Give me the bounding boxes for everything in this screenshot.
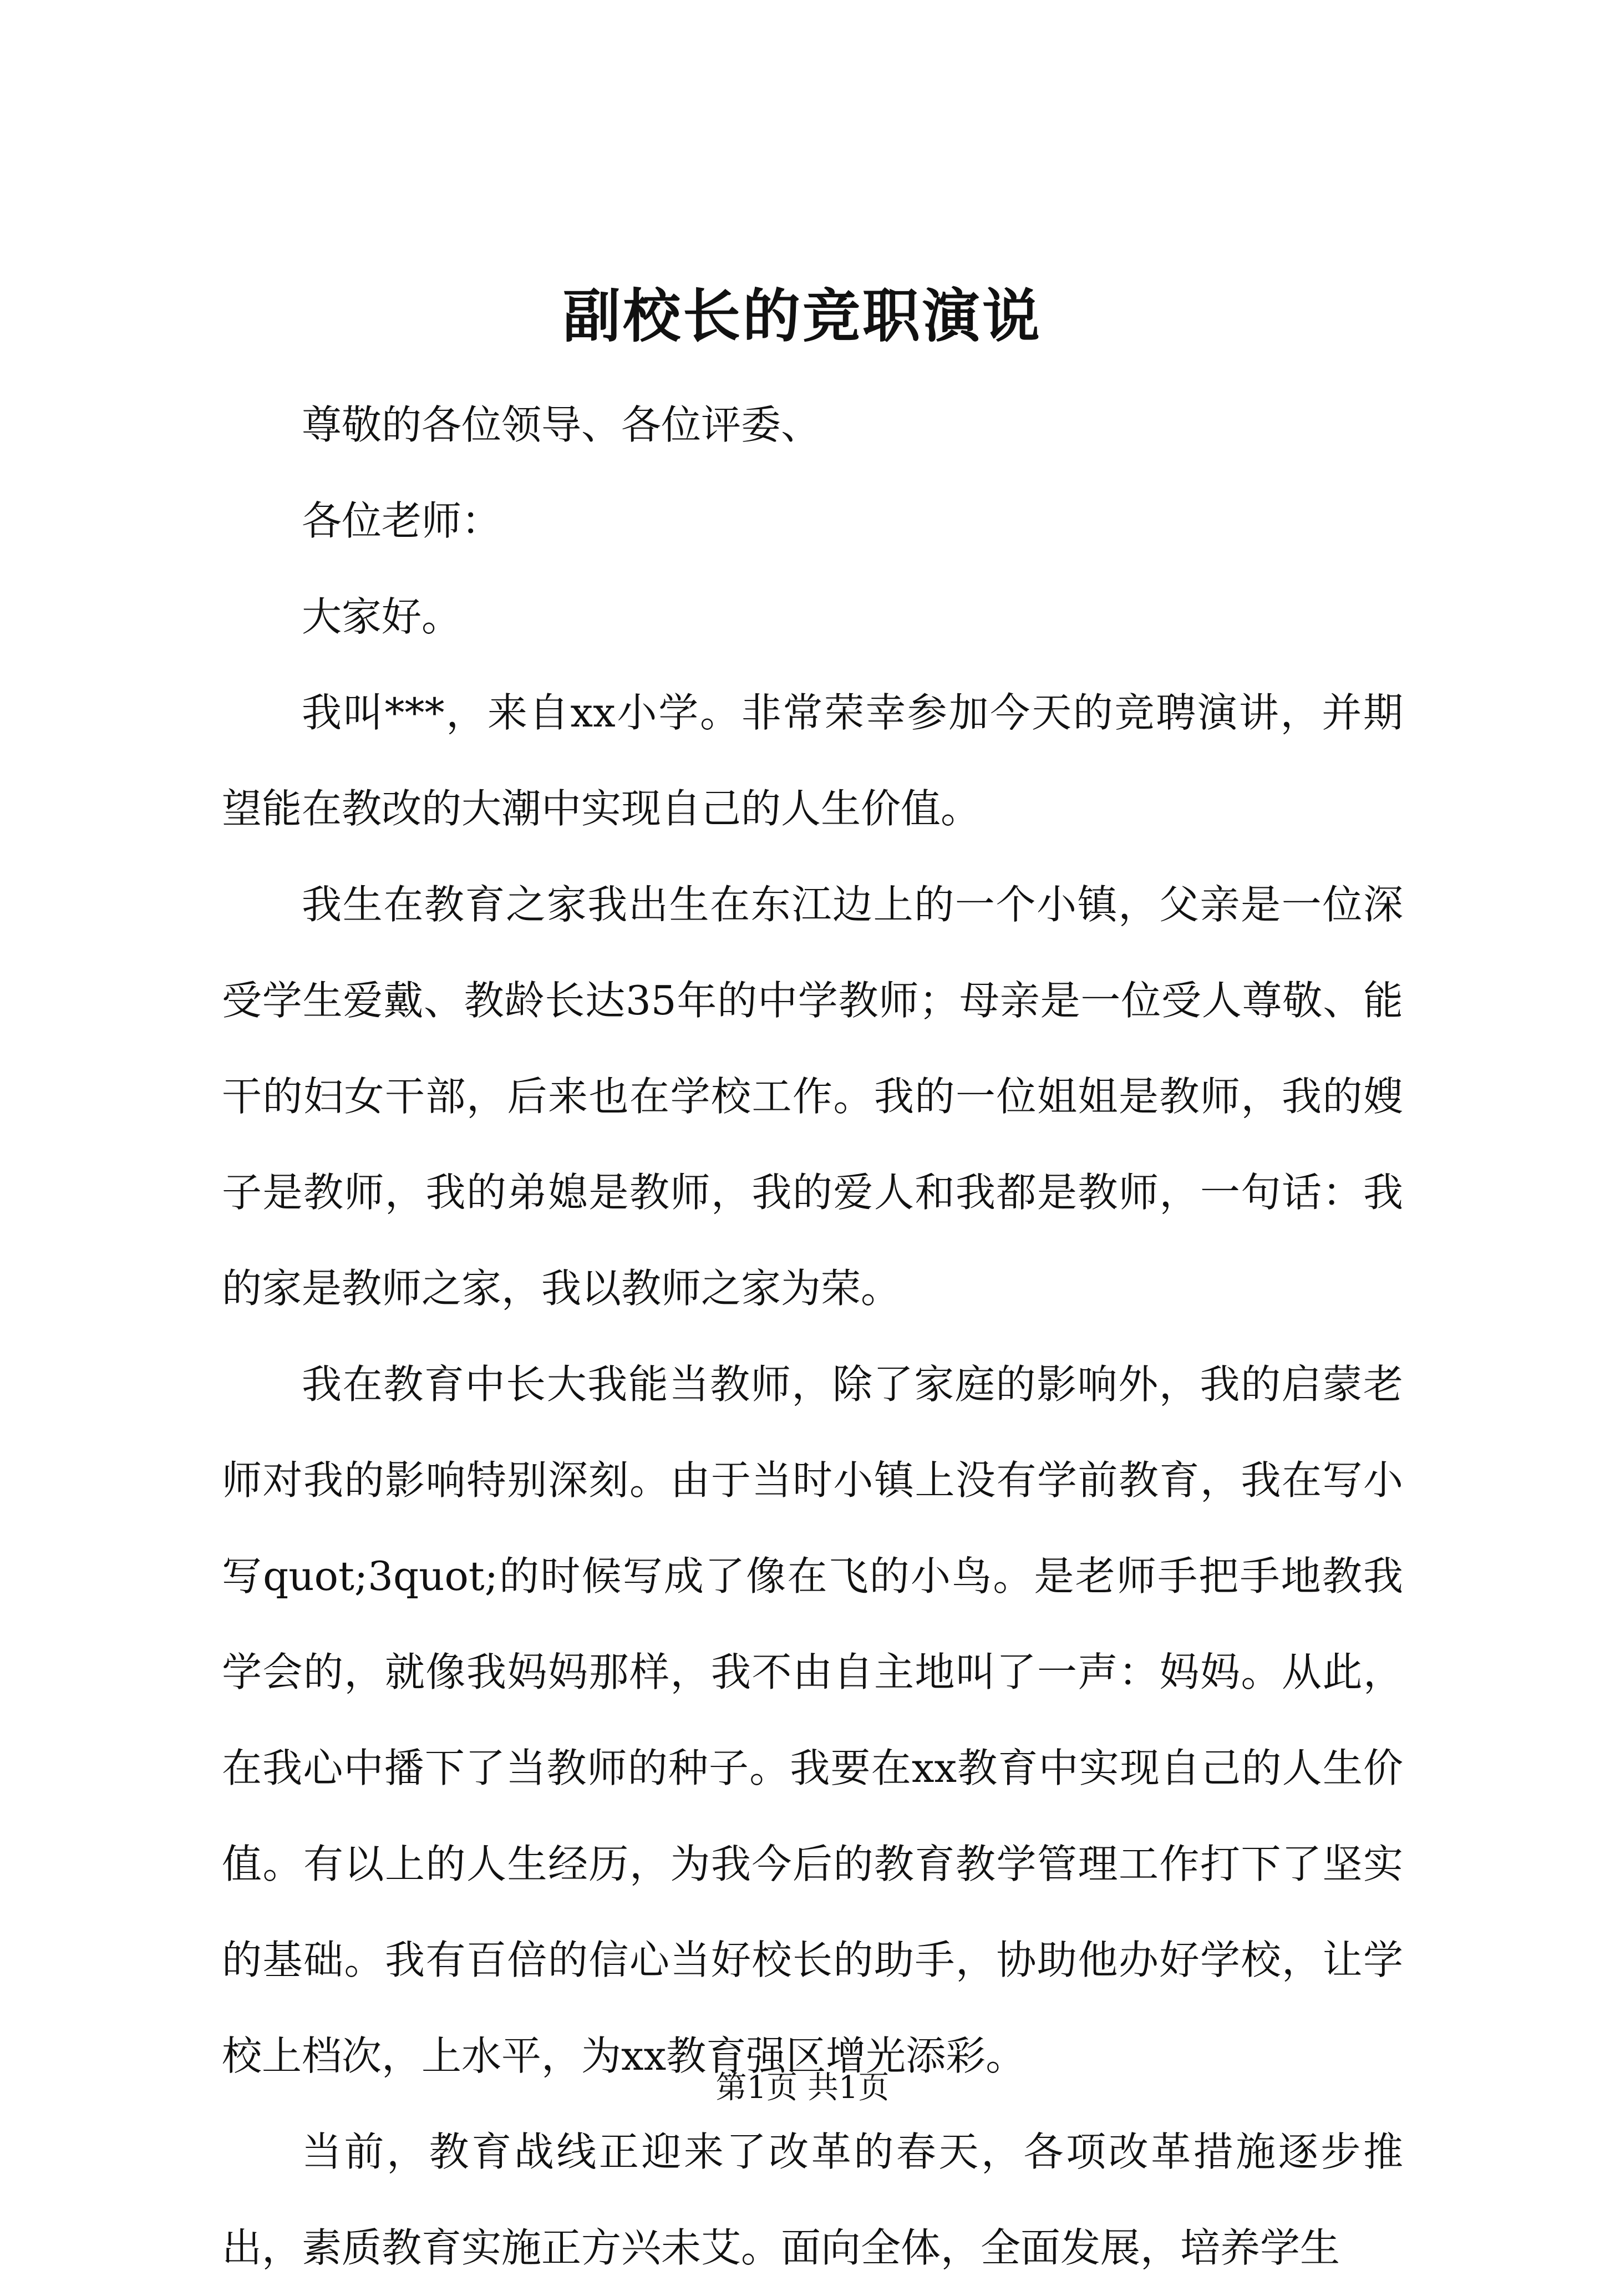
page-number-footer: 第1页 共1页 bbox=[715, 2070, 890, 2106]
paragraph-introduction: 我叫***，来自xx小学。非常荣幸参加今天的竞聘演讲，并期望能在教改的大潮中实现自己的人生价值。 bbox=[222, 689, 1403, 832]
paragraph-salutation-teachers: 各位老师： bbox=[302, 497, 502, 544]
paragraph-salutation: 尊敬的各位领导、各位评委、 bbox=[302, 402, 821, 448]
document-body bbox=[222, 377, 1403, 2296]
paragraph-reform: 当前，教育战线正迎来了改革的春天，各项改革措施逐步推出，素质教育实施正方兴未艾。面向全体，全面发展，培养学生 bbox=[222, 2129, 1403, 2271]
document-title: 副校长的竞职演说 bbox=[562, 282, 1042, 350]
paragraph-growth: 我在教育中长大我能当教师，除了家庭的影响外，我的启蒙老师对我的影响特别深刻。由于当时小镇上没有学前教育，我在写小写quot;3quot;的时候写成了像在飞的小鸟。是老师手把手地教我学会的，就像我妈妈那样，我不由自主地叫了一声：妈妈。从此，在我心中播下了当教师的种子。我要在xx教育中实现自己的人生价值。有以上的人生经历，为我今后的教育教学管理工作打下了坚实的基础。我有百倍的信心当好校长的助手，协助他办好学校，让学校上档次，上水平，为xx教育强区增光添彩。 bbox=[222, 1361, 1403, 2079]
paragraph-greeting: 大家好。 bbox=[302, 593, 462, 640]
paragraph-family: 我生在教育之家我出生在东江边上的一个小镇，父亲是一位深受学生爱戴、教龄长达35年的中学教师；母亲是一位受人尊敬、能干的妇女干部，后来也在学校工作。我的一位姐姐是教师，我的嫂子是教师，我的弟媳是教师，我的爱人和我都是教师，一句话：我的家是教师之家，我以教师之家为荣。 bbox=[222, 881, 1403, 1312]
